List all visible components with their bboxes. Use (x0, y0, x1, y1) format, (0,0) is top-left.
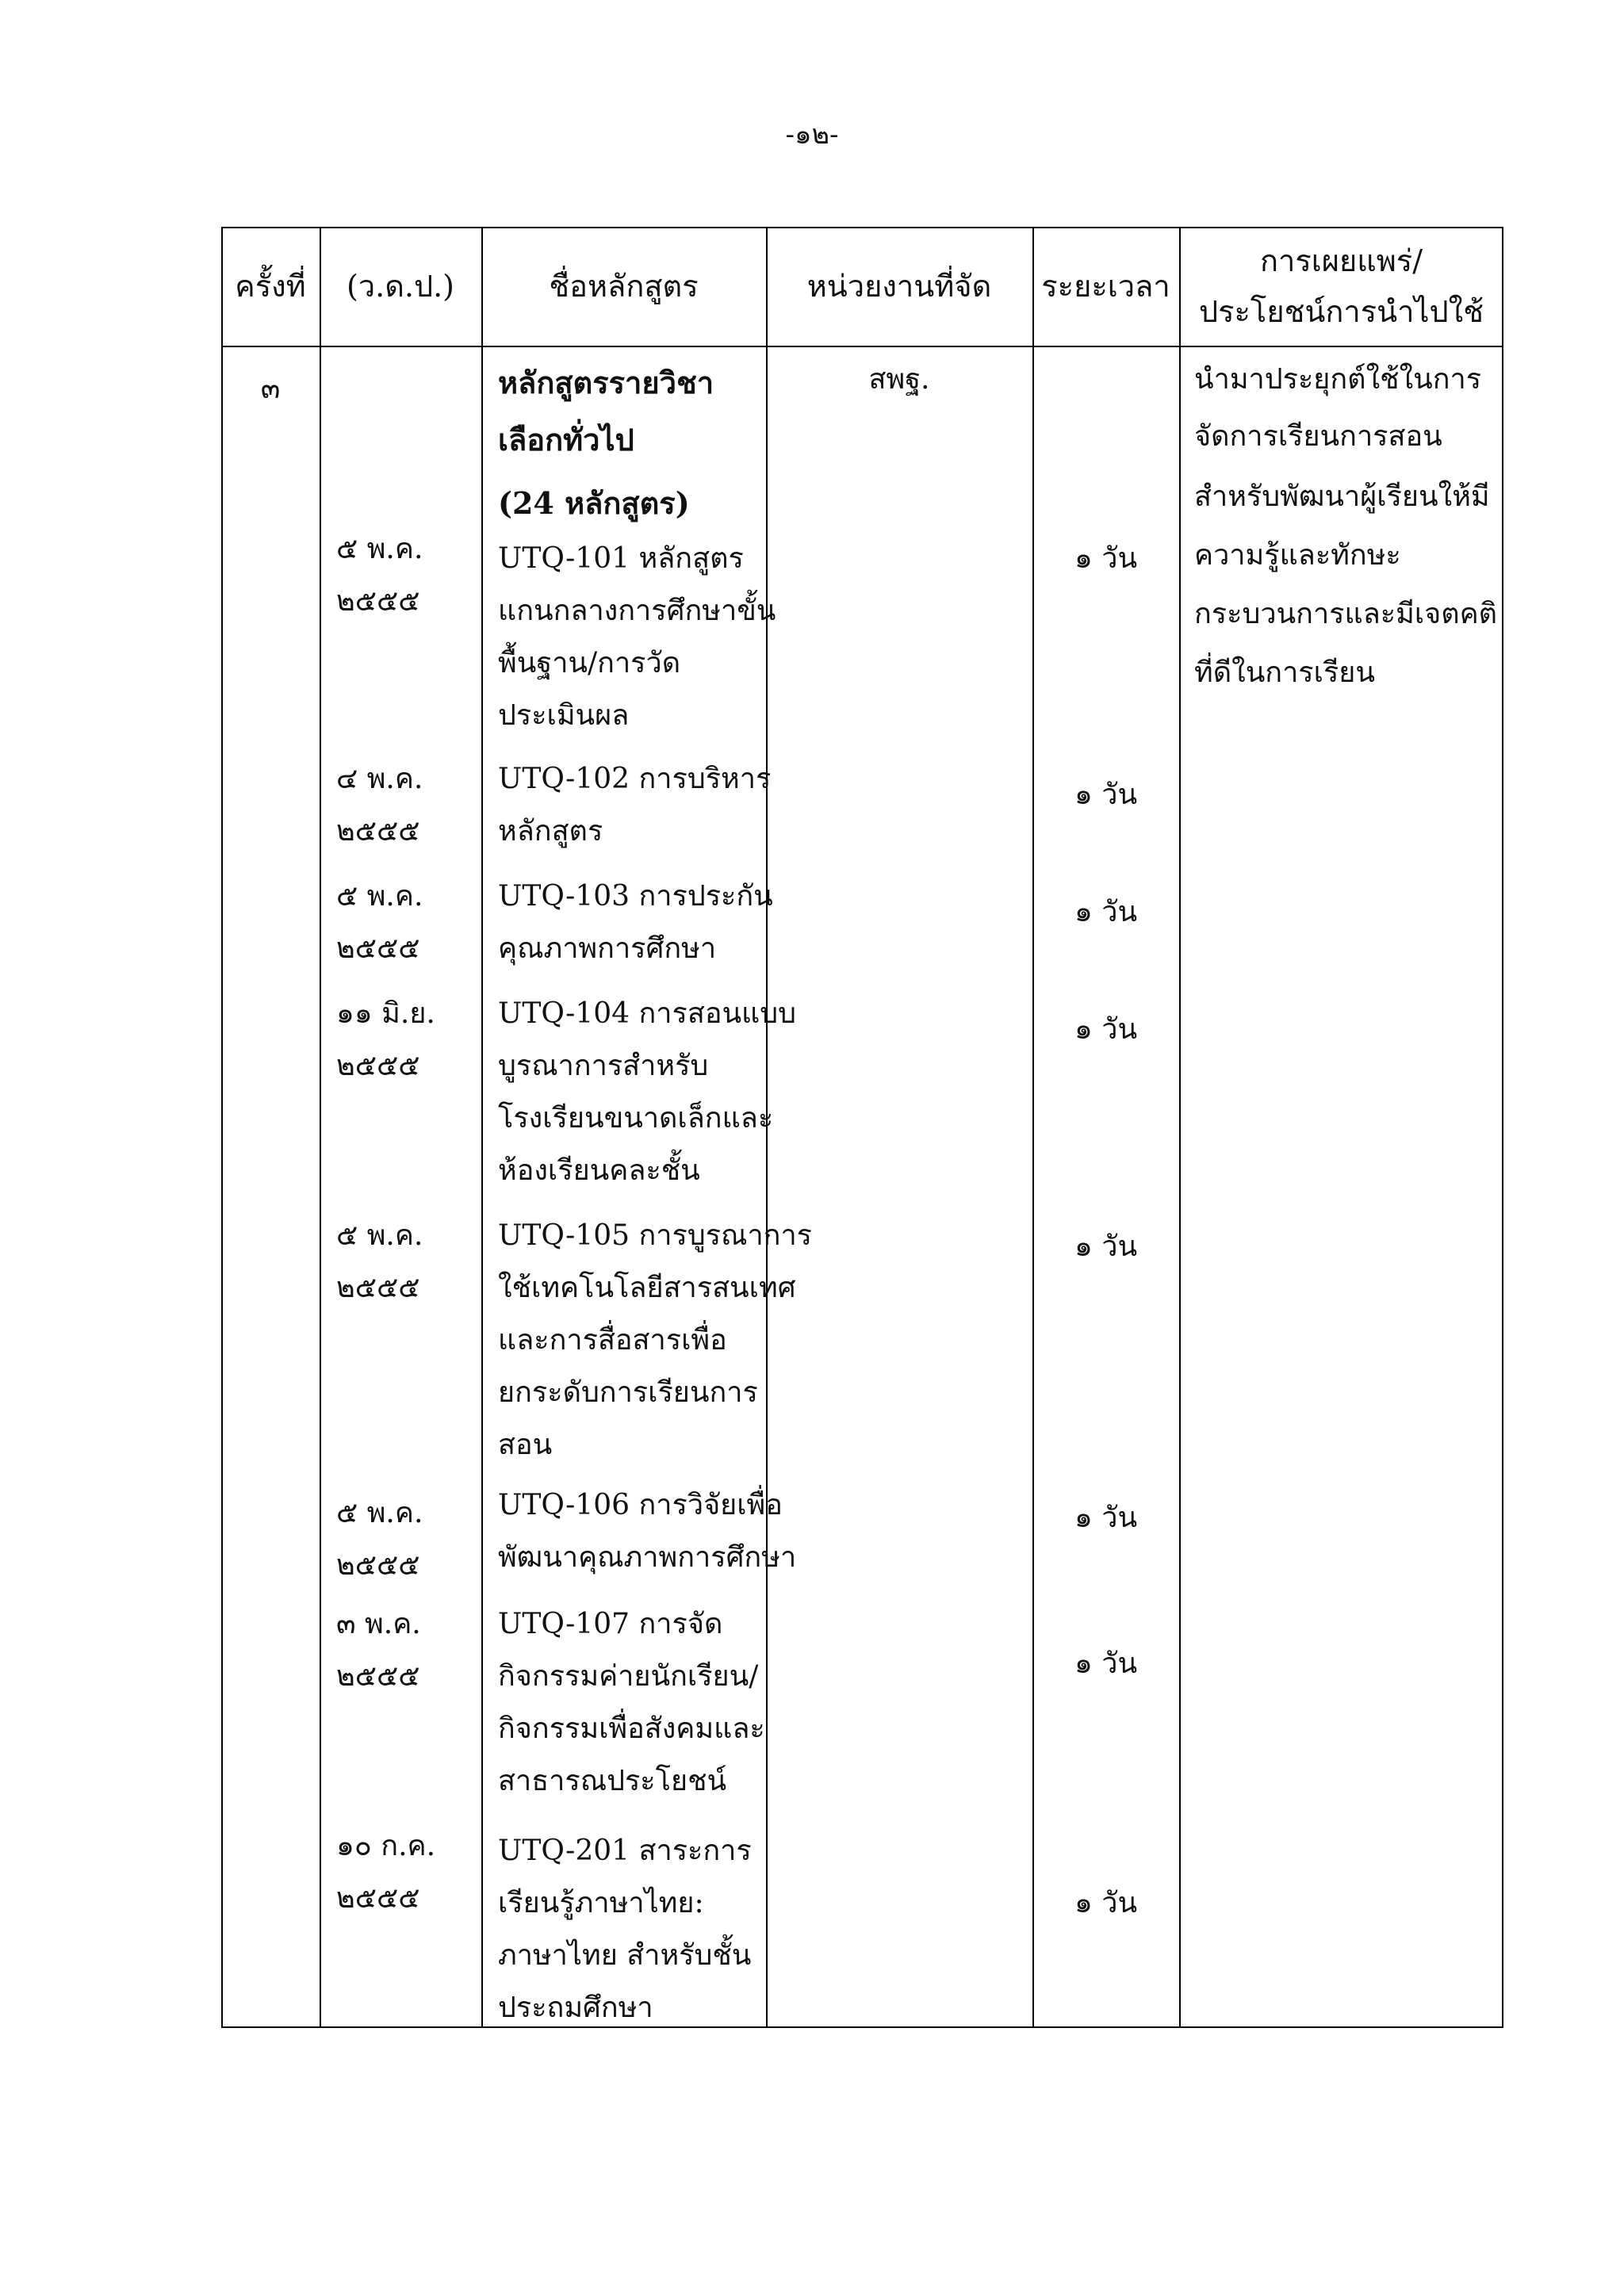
course-duration: ๑ วัน (1074, 1502, 1138, 1534)
course-date-day: ๑๑ มิ.ย. (336, 997, 435, 1030)
program-title-line: หลักสูตรรายวิชา (498, 365, 714, 400)
header-course-name (481, 227, 766, 346)
course-name-line: พัฒนาคุณภาพการศึกษา (498, 1541, 797, 1574)
header-organizer-label: หน่วยงานที่จัด (806, 269, 992, 304)
course-name-line: ห้องเรียนคละชั้น (498, 1154, 700, 1187)
header-course-name-label: ชื่อหลักสูตร (549, 269, 699, 304)
course-date-day: ๔ พ.ค. (336, 763, 423, 795)
course-name-line: UTQ-105 การบูรณาการ (498, 1219, 812, 1252)
course-duration: ๑ วัน (1074, 1013, 1138, 1046)
course-name-line: UTQ-101 หลักสูตร (498, 542, 744, 575)
header-duration-label: ระยะเวลา (1041, 269, 1170, 304)
course-name-line: ภาษาไทย สำหรับชั้น (498, 1939, 752, 1972)
column-divider (1179, 227, 1181, 2028)
course-name-line: เรียนรู้ภาษาไทย: (498, 1887, 704, 1919)
course-date-day: ๕ พ.ค. (336, 533, 423, 565)
course-name-line: คุณภาพการศึกษา (498, 932, 717, 965)
course-name-line: ยกระดับการเรียนการ (498, 1376, 758, 1409)
course-name-line: และการสื่อสารเพื่อ (498, 1324, 727, 1357)
course-date-day: ๕ พ.ค. (336, 1497, 423, 1529)
course-name-line: หลักสูตร (498, 815, 603, 848)
course-name-line: UTQ-102 การบริหาร (498, 763, 772, 795)
header-divider (221, 346, 1503, 347)
header-round (221, 227, 320, 346)
course-name-line: UTQ-107 การจัด (498, 1608, 723, 1640)
course-name-line: สอน (498, 1429, 553, 1461)
course-date-year: ๒๕๕๕ (336, 585, 420, 618)
course-duration: ๑ วัน (1074, 1647, 1138, 1680)
course-name-line: UTQ-104 การสอนแบบ (498, 997, 796, 1030)
course-name-line: แกนกลางการศึกษาขั้น (498, 595, 776, 627)
organizer-text: สพฐ. (868, 363, 930, 396)
course-date-day: ๕ พ.ค. (336, 880, 423, 913)
page-number: -๑๒- (785, 119, 839, 151)
course-duration: ๑ วัน (1074, 1887, 1138, 1919)
column-divider (320, 227, 321, 2028)
course-name-line: ใช้เทคโนโลยีสารสนเทศ (498, 1272, 796, 1304)
course-duration: ๑ วัน (1074, 896, 1138, 928)
program-title-line: (24 หลักสูตร) (498, 485, 690, 521)
course-duration: ๑ วัน (1074, 779, 1138, 811)
course-date-day: ๕ พ.ค. (336, 1219, 423, 1252)
course-name-line: ประถมศึกษา (498, 1992, 653, 2024)
header-dissemination-line: ประโยชน์การนำไปใช้ (1198, 294, 1484, 329)
dissemination-line: ความรู้และทักษะ (1194, 539, 1401, 572)
course-name-line: UTQ-201 สาระการ (498, 1835, 752, 1867)
header-date-label: (ว.ด.ป.) (346, 269, 455, 304)
dissemination-line: สำหรับพัฒนาผู้เรียนให้มี (1194, 480, 1490, 513)
course-duration: ๑ วัน (1074, 1230, 1138, 1263)
course-name-line: โรงเรียนขนาดเล็กและ (498, 1102, 774, 1135)
course-name-line: สาธารณประโยชน์ (498, 1765, 727, 1797)
course-date-year: ๒๕๕๕ (336, 1882, 420, 1915)
course-date-year: ๒๕๕๕ (336, 932, 420, 965)
course-name-line: กิจกรรมค่ายนักเรียน/ (498, 1660, 759, 1693)
header-date (320, 227, 481, 346)
header-organizer (766, 227, 1032, 346)
column-divider (481, 227, 483, 2028)
dissemination-line: นำมาประยุกต์ใช้ในการ (1194, 363, 1482, 396)
course-date-year: ๒๕๕๕ (336, 815, 420, 848)
program-title-line: เลือกทั่วไป (498, 422, 634, 457)
course-name-line: UTQ-103 การประกัน (498, 880, 773, 913)
header-dissemination-line: การเผยแพร่/ (1259, 243, 1423, 278)
header-dissemination (1179, 227, 1503, 346)
header-round-label: ครั้งที่ (235, 269, 306, 304)
dissemination-line: จัดการเรียนการสอน (1194, 420, 1442, 453)
dissemination-line: กระบวนการและมีเจตคติ (1194, 598, 1498, 630)
dissemination-line: ที่ดีในการเรียน (1194, 656, 1375, 689)
course-duration: ๑ วัน (1074, 542, 1138, 575)
course-date-year: ๒๕๕๕ (336, 1549, 420, 1582)
course-date-year: ๒๕๕๕ (336, 1272, 420, 1304)
course-date-day: ๑๐ ก.ค. (336, 1830, 436, 1862)
course-name-line: UTQ-106 การวิจัยเพื่อ (498, 1489, 783, 1521)
course-name-line: พื้นฐาน/การวัด (498, 647, 681, 679)
course-name-line: กิจกรรมเพื่อสังคมและ (498, 1712, 765, 1745)
column-divider (1032, 227, 1034, 2028)
course-date-year: ๒๕๕๕ (336, 1050, 420, 1082)
round-number: ๓ (260, 373, 281, 405)
header-duration (1032, 227, 1179, 346)
course-date-year: ๒๕๕๕ (336, 1660, 420, 1693)
course-name-line: บูรณาการสำหรับ (498, 1050, 709, 1082)
course-date-day: ๓ พ.ค. (336, 1608, 421, 1640)
course-name-line: ประเมินผล (498, 699, 630, 732)
